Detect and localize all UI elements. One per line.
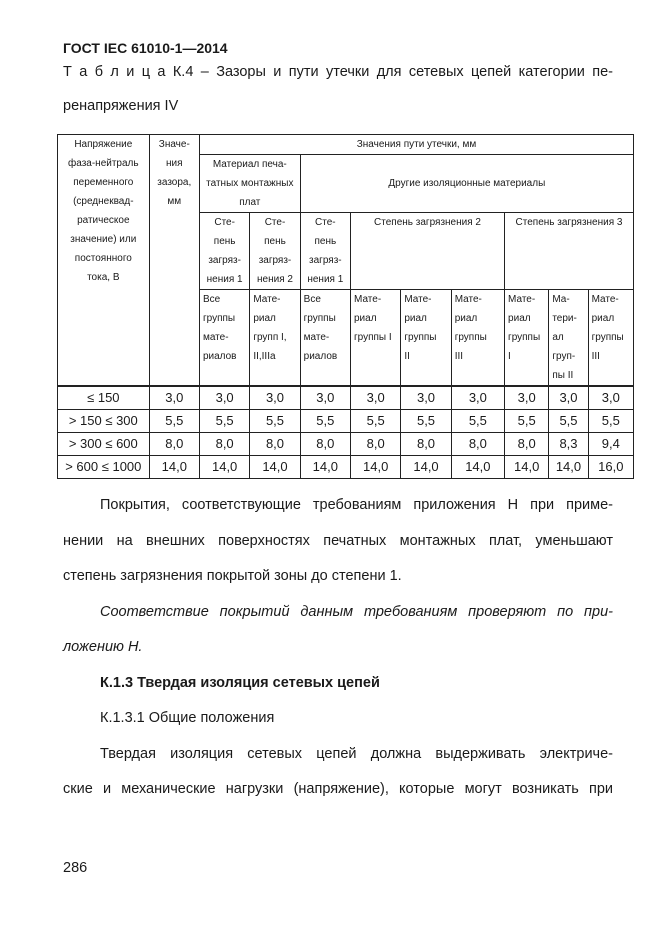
header-creepage: Значения пути утечки, мм (199, 135, 633, 155)
value-cell: 5,5 (549, 410, 588, 433)
header-line: Сте- (264, 217, 286, 228)
header-pcb-degree2 (250, 213, 300, 290)
header-line: загряз- (309, 255, 342, 266)
header-line: группы (591, 332, 624, 343)
header-line: плат (239, 197, 261, 208)
header-line: Все (303, 294, 321, 305)
header-line: Сте- (315, 217, 336, 228)
header-line: Мате- (454, 294, 482, 305)
creepage-table (57, 134, 634, 479)
header-other-degree1 (300, 213, 350, 290)
value-cell: 14,0 (149, 456, 199, 479)
header-line: загряз- (208, 255, 241, 266)
value-cell: 5,5 (149, 410, 199, 433)
header-line: Мате- (404, 294, 432, 305)
header-group-i-deg3 (505, 290, 549, 387)
value-cell: 3,0 (149, 386, 199, 410)
header-line: Мате- (354, 294, 382, 305)
header-group-i-deg2 (351, 290, 401, 387)
header-line: Значе- (158, 139, 190, 150)
table-row (58, 456, 634, 479)
paragraph-coatings-line1: Покрытия, соответствующие требованиям приложения Н при приме- (100, 497, 613, 513)
header-other-materials: Другие изоляционные материалы (300, 155, 633, 213)
value-cell: 14,0 (401, 456, 451, 479)
value-cell: 8,0 (401, 433, 451, 456)
header-pcb-material (199, 155, 300, 213)
header-line: группы I (354, 332, 392, 343)
header-group-1-2-3a (250, 290, 300, 387)
header-line: Мате- (591, 294, 619, 305)
value-cell: 5,5 (351, 410, 401, 433)
header-line: риал (591, 313, 615, 324)
value-cell: 14,0 (351, 456, 401, 479)
value-cell: 3,0 (300, 386, 350, 410)
header-line: значение) или (70, 234, 137, 245)
header-line: Материал печа- (212, 159, 287, 170)
value-cell: 3,0 (588, 386, 633, 410)
value-cell: 14,0 (451, 456, 504, 479)
header-other-degree3: Степень загрязнения 3 (505, 213, 634, 290)
value-cell: 14,0 (300, 456, 350, 479)
header-line: риалов (202, 351, 237, 362)
header-line: группы (202, 313, 236, 324)
document-header: ГОСТ IEC 61010-1—2014 (63, 40, 228, 56)
header-line: Все (202, 294, 221, 305)
header-line: пень (213, 236, 236, 247)
header-line: переменного (73, 177, 134, 188)
header-line: тери- (552, 313, 577, 324)
header-line: групп I, (253, 332, 287, 343)
value-cell: 3,0 (549, 386, 588, 410)
value-cell: 5,5 (505, 410, 549, 433)
header-line: нения 1 (206, 274, 243, 285)
header-line: Мате- (253, 294, 281, 305)
table-row (58, 410, 634, 433)
value-cell: 5,5 (451, 410, 504, 433)
section-heading: К.1.3 Твердая изоляция сетевых цепей (100, 675, 380, 691)
header-group-iii-deg2 (451, 290, 504, 387)
value-cell: 3,0 (351, 386, 401, 410)
header-line: группы (454, 332, 487, 343)
table-caption-line1: Т а б л и ц а К.4 – Зазоры и пути утечки для сетевых цепей категории пе- (63, 64, 613, 80)
header-group-ii-deg2 (401, 290, 451, 387)
value-cell: 3,0 (199, 386, 249, 410)
subsection-heading: К.1.3.1 Общие положения (100, 710, 275, 726)
paragraph-compliance-line2: ложению Н. (63, 639, 143, 655)
header-line: пень (264, 236, 286, 247)
value-cell: 3,0 (451, 386, 504, 410)
header-line: риал (508, 313, 531, 324)
value-cell: 8,0 (505, 433, 549, 456)
header-line: пень (314, 236, 337, 247)
header-line: Ма- (552, 294, 570, 305)
header-line: зазора, (157, 177, 192, 188)
header-line: риал (253, 313, 276, 324)
header-group-all-1 (199, 290, 249, 387)
header-clearance (149, 135, 199, 387)
value-cell: 8,0 (250, 433, 300, 456)
value-cell: 14,0 (250, 456, 300, 479)
paragraph-solid-insulation-line2: ские и механические нагрузки (напряжение), которые могут возникать при (63, 781, 613, 797)
page-number: 286 (63, 860, 88, 876)
value-cell: 8,0 (300, 433, 350, 456)
value-cell: 14,0 (505, 456, 549, 479)
header-line: Сте- (214, 217, 235, 228)
header-line: татных монтажных (206, 178, 294, 189)
value-cell: 3,0 (250, 386, 300, 410)
value-cell: 8,0 (149, 433, 199, 456)
paragraph-coatings-line2: нении на внешних поверхностях печатных монтажных плат, уменьшают (63, 533, 613, 549)
value-cell: 5,5 (401, 410, 451, 433)
header-line: ния (166, 158, 183, 169)
header-line: Мате- (508, 294, 536, 305)
header-line: ратическое (77, 215, 130, 226)
header-pcb-degree1 (199, 213, 249, 290)
header-group-all-2 (300, 290, 350, 387)
header-line: риал (354, 313, 377, 324)
paragraph-compliance-line1: Соответствие покрытий данным требованиям проверяют по при- (100, 604, 613, 620)
header-line: I (508, 351, 511, 362)
header-line: Напряжение (74, 139, 133, 150)
header-line: группы (508, 332, 541, 343)
value-cell: 3,0 (505, 386, 549, 410)
value-cell: 8,0 (451, 433, 504, 456)
value-cell: 5,5 (199, 410, 249, 433)
value-cell: 5,5 (250, 410, 300, 433)
header-line: II (404, 351, 410, 362)
header-line: загряз- (258, 255, 292, 266)
value-cell: 5,5 (588, 410, 633, 433)
header-line: II,IIIa (253, 351, 276, 362)
value-cell: 8,3 (549, 433, 588, 456)
value-cell: 5,5 (300, 410, 350, 433)
header-line: риалов (303, 351, 338, 362)
table-row (58, 386, 634, 410)
header-line: группы (404, 332, 437, 343)
table-caption-line2: ренапряжения IV (63, 98, 179, 114)
header-line: риал (404, 313, 427, 324)
header-line: группы (303, 313, 336, 324)
voltage-cell: > 150 ≤ 300 (58, 410, 150, 433)
value-cell: 3,0 (401, 386, 451, 410)
value-cell: 14,0 (199, 456, 249, 479)
value-cell: 16,0 (588, 456, 633, 479)
header-line: нения 1 (307, 274, 344, 285)
header-line: мате- (303, 332, 330, 343)
header-other-degree2: Степень загрязнения 2 (351, 213, 505, 290)
header-line: пы II (552, 370, 574, 381)
value-cell: 14,0 (549, 456, 588, 479)
header-line: мате- (202, 332, 229, 343)
table-row (58, 433, 634, 456)
header-line: III (454, 351, 464, 362)
header-line: риал (454, 313, 478, 324)
header-line: (среднеквад- (73, 196, 134, 207)
paragraph-coatings-line3: степень загрязнения покрытой зоны до степени 1. (63, 568, 402, 584)
header-line: ал (552, 332, 564, 343)
value-cell: 9,4 (588, 433, 633, 456)
value-cell: 8,0 (199, 433, 249, 456)
voltage-cell: > 300 ≤ 600 (58, 433, 150, 456)
header-line: фаза-нейтраль (68, 158, 139, 169)
header-line: мм (167, 196, 182, 207)
header-line: нения 2 (257, 274, 293, 285)
voltage-cell: > 600 ≤ 1000 (58, 456, 150, 479)
header-group-ii-deg3 (549, 290, 588, 387)
header-line: постоянного (74, 253, 132, 264)
header-line: III (591, 351, 600, 362)
voltage-cell: ≤ 150 (58, 386, 150, 410)
paragraph-solid-insulation-line1: Твердая изоляция сетевых цепей должна выдерживать электриче- (100, 746, 613, 762)
header-voltage (58, 135, 150, 387)
value-cell: 8,0 (351, 433, 401, 456)
header-line: тока, В (87, 272, 120, 283)
header-group-iii-deg3 (588, 290, 633, 387)
header-line: груп- (552, 351, 576, 362)
